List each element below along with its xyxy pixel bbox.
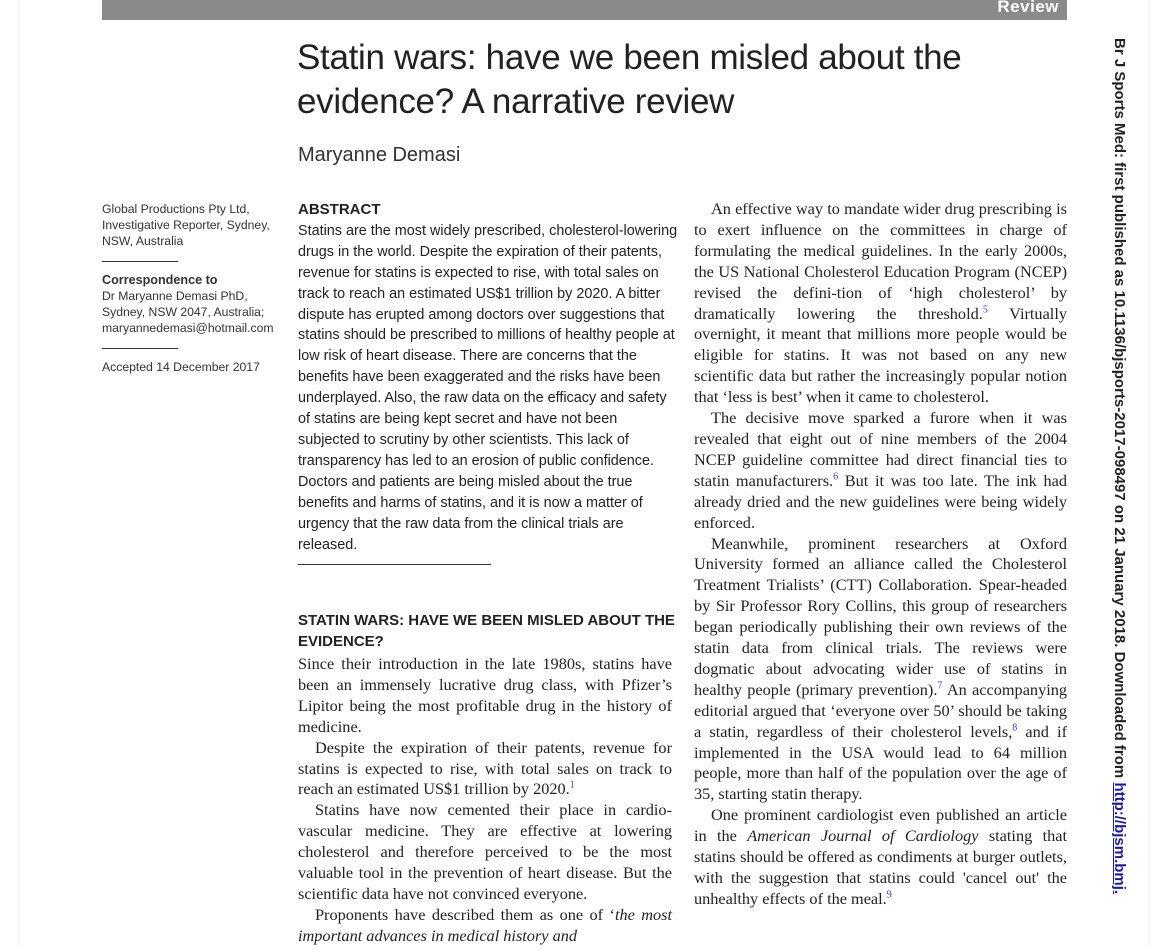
paragraph-text: and if implemented in the USA would lead to 64 million people, more than half of the population over the age of 35, starting statin therapy. (694, 721, 1067, 804)
accepted-date: Accepted 14 December 2017 (102, 360, 260, 374)
reference-link[interactable]: 9 (886, 889, 892, 901)
paragraph-text: The decisive move sparked a furore when it was revealed that eight out of nine members of the 2004 NCEP guideline committee had direct financial ties to statin manufacturers. (694, 408, 1067, 490)
paragraph (298, 905, 672, 947)
correspondence-heading: Correspondence to (102, 273, 218, 287)
title-line-1: Statin wars: have we been misled about the (297, 38, 962, 77)
reference-link[interactable]: 7 (937, 680, 943, 692)
paragraph-text: An accompanying editorial argued that ‘everyone over 50’ should be taking a statin, regardless of their cholesterol levels, (694, 679, 1068, 741)
abstract (298, 200, 678, 555)
journal-name: American Journal of Cardiology (747, 826, 979, 846)
paragraph (694, 805, 1067, 910)
paragraph-italic: the most important advances in medical history and (298, 904, 673, 945)
paragraph-text: Virtually overnight, it meant that millions more people would be eligible for statins. It was not based on any new scientific data but rather the increasingly popular notion that ‘less is best’ when it came to cholesterol. (694, 303, 1067, 407)
paragraph (298, 738, 672, 801)
reference-link[interactable]: 5 (982, 304, 988, 316)
paragraph-text: stating that statins should be offered as condiments at burger outlets, with the suggestion that statins could 'cancel out' the unhealthy effects of the meal. (694, 826, 1067, 908)
sidebar-divider (102, 261, 178, 262)
paragraph-text: But it was too late. The ink had already dried and the new guidelines were being widely enforced. (694, 470, 1067, 532)
body-column-left (298, 654, 672, 947)
section-label: Review (997, 0, 1059, 16)
download-link[interactable]: http://bjsm.bmj. (1111, 782, 1128, 895)
correspondence-email: maryannedemasi@hotmail.com (102, 321, 274, 335)
header-bar (102, 0, 1067, 20)
sidebar-divider (102, 348, 178, 349)
paragraph (694, 408, 1067, 533)
paragraph-text: Meanwhile, prominent researchers at Oxford University formed an alliance called the Cholesterol Treatment Trialists’ (CTT) Collaboration. Spear-headed by Sir Professor Rory Collins, this group of researchers began periodically publishing their own reviews of the statin data from clinical trials. The reviews were dogmatic about advocating wider use of statins in healthy people (primary prevention). (694, 533, 1067, 699)
abstract-heading: ABSTRACT (298, 201, 381, 218)
reference-link[interactable]: 6 (833, 471, 839, 483)
body-column-right (694, 199, 1067, 910)
paragraph-text: Proponents have described them as one of ‘ (315, 904, 615, 924)
reference-link[interactable]: 1 (569, 780, 575, 792)
section-heading: STATIN WARS: HAVE WE BEEN MISLED ABOUT THE EVIDENCE? (298, 612, 675, 650)
correspondence-line: Dr Maryanne Demasi PhD, (102, 289, 248, 303)
article-title (297, 36, 997, 124)
correspondence-line: Sydney, NSW 2047, Australia; (102, 305, 265, 319)
title-line-2: evidence? A narrative review (297, 82, 735, 121)
citation-text: Br J Sports Med: first published as 10.1136/bjsports-2017-098497 on 21 January 2018. Downloaded from (1111, 38, 1128, 783)
margin-citation (1111, 38, 1128, 894)
paragraph-text: One prominent cardiologist even published an article in the (694, 805, 1067, 846)
author-name: Maryanne Demasi (298, 144, 461, 166)
sidebar (102, 201, 282, 375)
paragraph-text: An effective way to mandate wider drug prescribing is to exert influence on the committees in charge of formulating the medical guidelines. In the early 2000s, the US National Cholesterol Education Program (NCEP) revised the defini-tion of ‘high cholesterol’ by dramatically lowering the threshold. (694, 199, 1067, 323)
paragraph-text: Despite the expiration of their patents, revenue for statins is expected to rise, with total sales on track to reach an estimated US$1 trillion by 2020. (298, 737, 672, 799)
abstract-divider (298, 564, 491, 565)
abstract-text: Statins are the most widely prescribed, cholesterol-lowering drugs in the world. Despite the expiration of their patents, revenue for statins is expected to rise, with total sales on track to reach an estimated US$1 trillion by 2020. A bitter dispute has erupted among doctors over suggestions that statins should be prescribed to millions of healthy people at low risk of heart disease. There are concerns that the benefits have been exaggerated and the risks have been underplayed. Also, the raw data on the efficacy and safety of statins are being kept secret and have not been subjected to scrutiny by other scientists. This lack of transparency has led to an erosion of public confidence. Doctors and patients are being misled about the true benefits and harms of statins, and it is now a matter of urgency that the raw data from the clinical trials are released. (298, 222, 678, 553)
paragraph (694, 199, 1067, 408)
reference-link[interactable]: 8 (1012, 722, 1018, 734)
affiliation: Global Productions Pty Ltd, Investigative Reporter, Sydney, NSW, Australia (102, 202, 270, 248)
paragraph: Since their introduction in the late 1980s, statins have been an immensely lucrative drug class, with Pfizer’s Lipitor being the most profitable drug in the history of medicine. (298, 654, 672, 736)
paragraph: Statins have now cemented their place in cardio-vascular medicine. They are effective at lowering cholesterol and therefore perceived to be the most valuable tool in the prevention of heart disease. But the scientific data have not convinced everyone. (298, 800, 672, 903)
paragraph (694, 534, 1067, 806)
